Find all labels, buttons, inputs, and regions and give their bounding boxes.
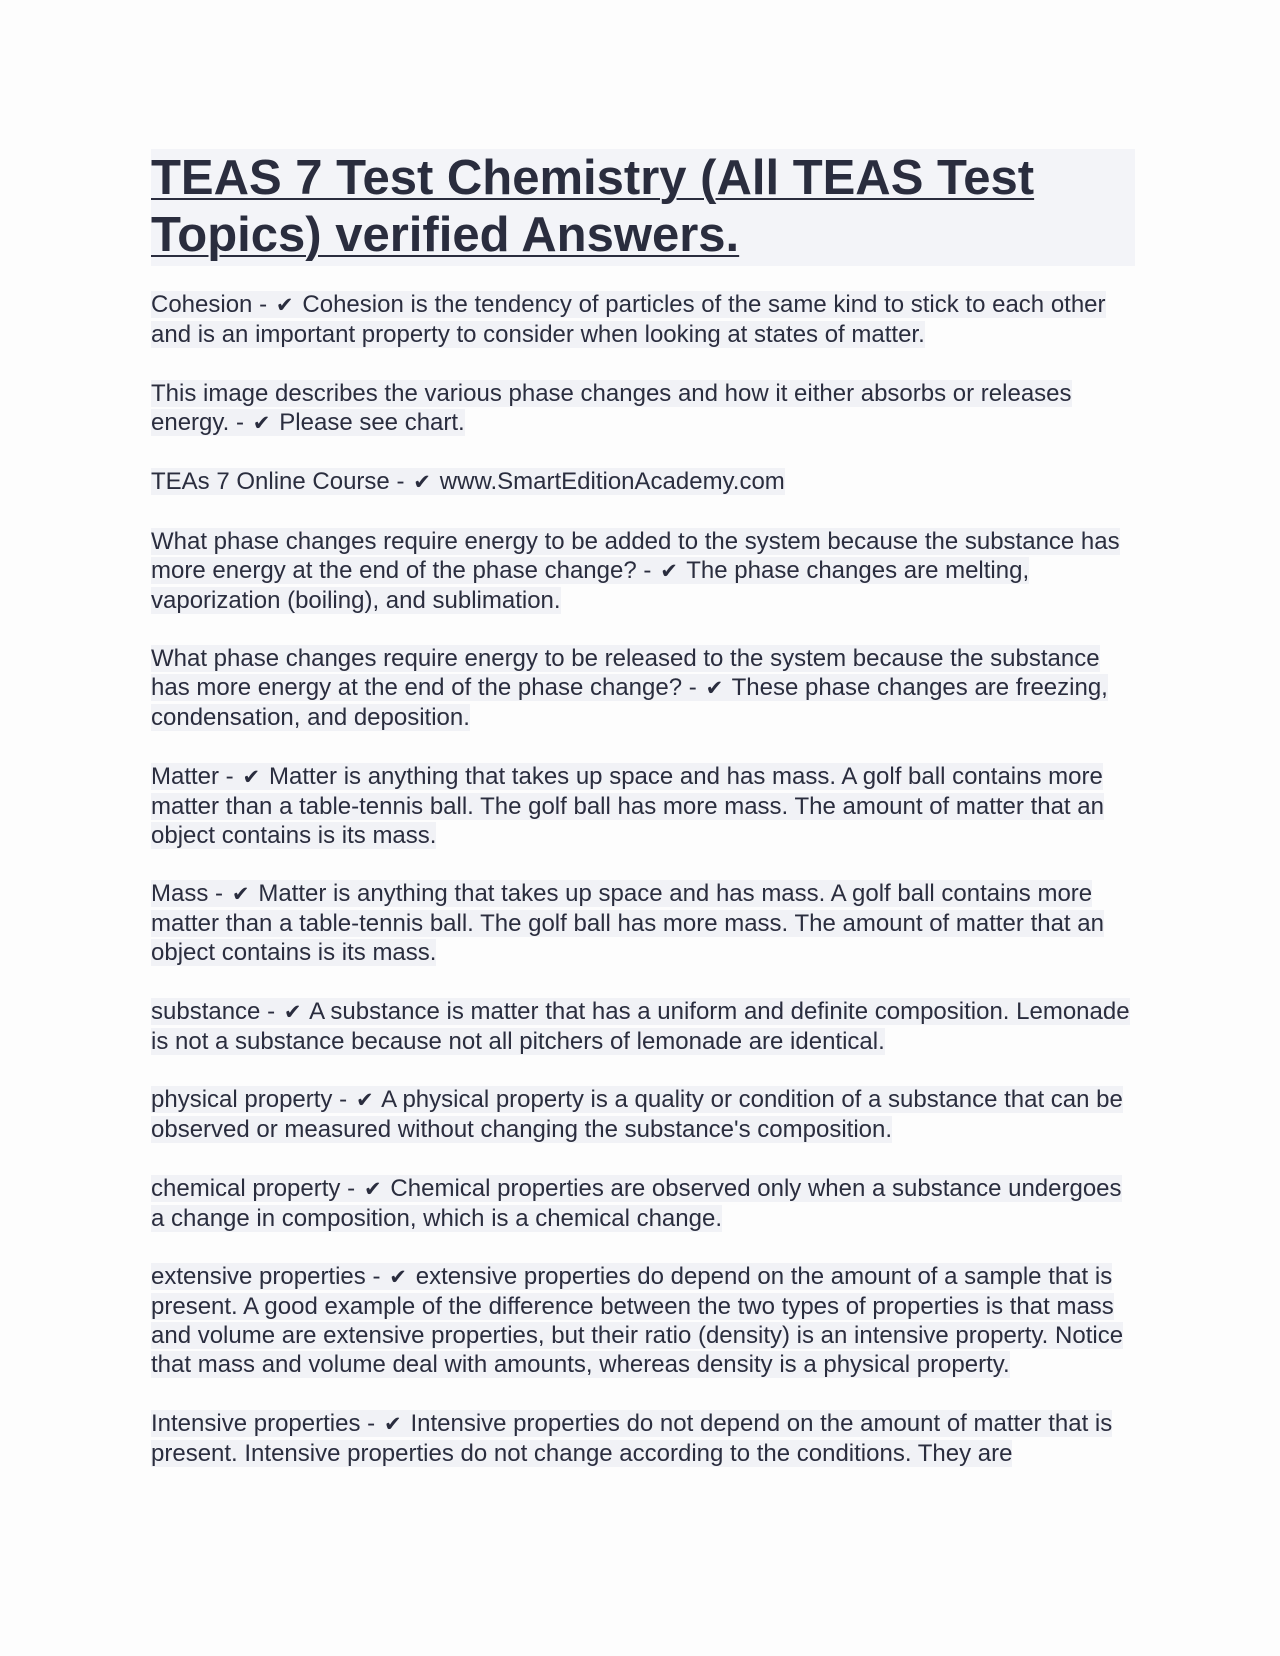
entry-term: Matter — [151, 762, 220, 790]
entry-answer: Cohesion is the tendency of particles of the same kind to stick to each other and is an important property to consider when looking at states of matter. — [151, 291, 1106, 348]
flashcard-entry — [151, 1262, 1135, 1379]
separator: - — [260, 997, 282, 1025]
separator: - — [682, 674, 704, 701]
entry-term: Intensive properties — [151, 1409, 361, 1437]
document-title: TEAS 7 Test Chemistry (All TEAS Test Topics) verified Answers. — [151, 151, 1035, 262]
entry-answer: A substance is matter that has a uniform and definite composition. Lemonade is not a substance because not all pitchers of lemonade are identical. — [151, 997, 1130, 1055]
entry-term: substance — [151, 997, 261, 1025]
title-block — [151, 149, 1135, 266]
separator: - — [208, 880, 230, 907]
entry-term: TEAs 7 Online Course — [151, 468, 390, 495]
document-page — [151, 149, 1135, 1497]
check-icon: ✔ — [705, 676, 724, 700]
entry-term: Mass — [151, 880, 209, 907]
separator: - — [360, 1409, 382, 1437]
separator: - — [365, 1263, 388, 1290]
separator: - — [389, 468, 412, 495]
flashcard-entry — [151, 527, 1135, 615]
entry-term: physical property — [151, 1086, 333, 1113]
separator: - — [252, 291, 274, 318]
entry-term: chemical property — [151, 1174, 341, 1202]
flashcard-entry — [151, 467, 1135, 497]
check-icon: ✔ — [275, 293, 294, 317]
flashcard-entry — [151, 379, 1135, 438]
check-icon: ✔ — [355, 1088, 374, 1112]
entry-answer: Matter is anything that takes up space and has mass. A golf ball contains more matter than a table-tennis ball. The golf ball has more mass. The amount of matter that an object contains is its mass. — [151, 880, 1104, 966]
flashcard-entry — [151, 997, 1135, 1056]
entry-answer: Matter is anything that takes up space and has mass. A golf ball contains more matter than a table-tennis ball. The golf ball has more mass. The amount of matter that an object contains is its mass. — [151, 762, 1104, 849]
entry-answer: Please see chart. — [279, 408, 465, 436]
flashcard-entry — [151, 879, 1135, 967]
flashcard-entry — [151, 762, 1135, 850]
entry-term: Cohesion — [151, 291, 253, 318]
flashcard-entry — [151, 290, 1135, 349]
entry-answer: The phase changes are melting, vaporization (boiling), and sublimation. — [151, 556, 1030, 614]
check-icon: ✔ — [413, 470, 431, 494]
check-icon: ✔ — [252, 410, 271, 435]
separator: - — [229, 408, 251, 436]
entry-answer: www.SmartEditionAcademy.com — [439, 468, 785, 495]
flashcard-list — [151, 290, 1135, 1468]
flashcard-entry — [151, 1409, 1135, 1468]
check-icon: ✔ — [660, 558, 678, 583]
check-icon: ✔ — [283, 999, 302, 1024]
entry-term: What phase changes require energy to be released to the system because the substance has more energy at the end of the phase change? — [151, 645, 1100, 701]
entry-answer: These phase changes are freezing, condensation, and deposition. — [151, 674, 1108, 731]
check-icon: ✔ — [389, 1265, 407, 1289]
entry-term: extensive properties — [151, 1263, 366, 1290]
separator: - — [332, 1086, 354, 1113]
separator: - — [340, 1174, 362, 1202]
entry-answer: A physical property is a quality or condition of a substance that can be observed or measured without changing the substance's composition. — [151, 1086, 1123, 1143]
check-icon: ✔ — [231, 882, 250, 906]
separator: - — [636, 556, 659, 584]
entry-answer: extensive properties do depend on the amount of a sample that is present. A good example of the difference between the two types of properties is that mass and volume are extensive properties, but their ratio (density) is an intensive property. Notice that mass and volume deal with amounts, whereas density is a physical property. — [151, 1263, 1124, 1378]
flashcard-entry — [151, 1174, 1135, 1233]
entry-term: What phase changes require energy to be added to the system because the substance has more energy at the end of the phase change? — [151, 527, 1120, 584]
separator: - — [219, 762, 241, 790]
entry-answer: Intensive properties do not depend on the amount of matter that is present. Intensive properties do not change according to the conditions. They are — [151, 1409, 1113, 1467]
check-icon: ✔ — [242, 764, 261, 789]
check-icon: ✔ — [363, 1176, 382, 1201]
entry-answer: Chemical properties are observed only when a substance undergoes a change in composition, which is a chemical change. — [151, 1174, 1122, 1232]
check-icon: ✔ — [383, 1411, 402, 1436]
flashcard-entry — [151, 1085, 1135, 1144]
flashcard-entry — [151, 644, 1135, 732]
entry-term: This image describes the various phase changes and how it either absorbs or releases energy. — [151, 379, 1072, 436]
